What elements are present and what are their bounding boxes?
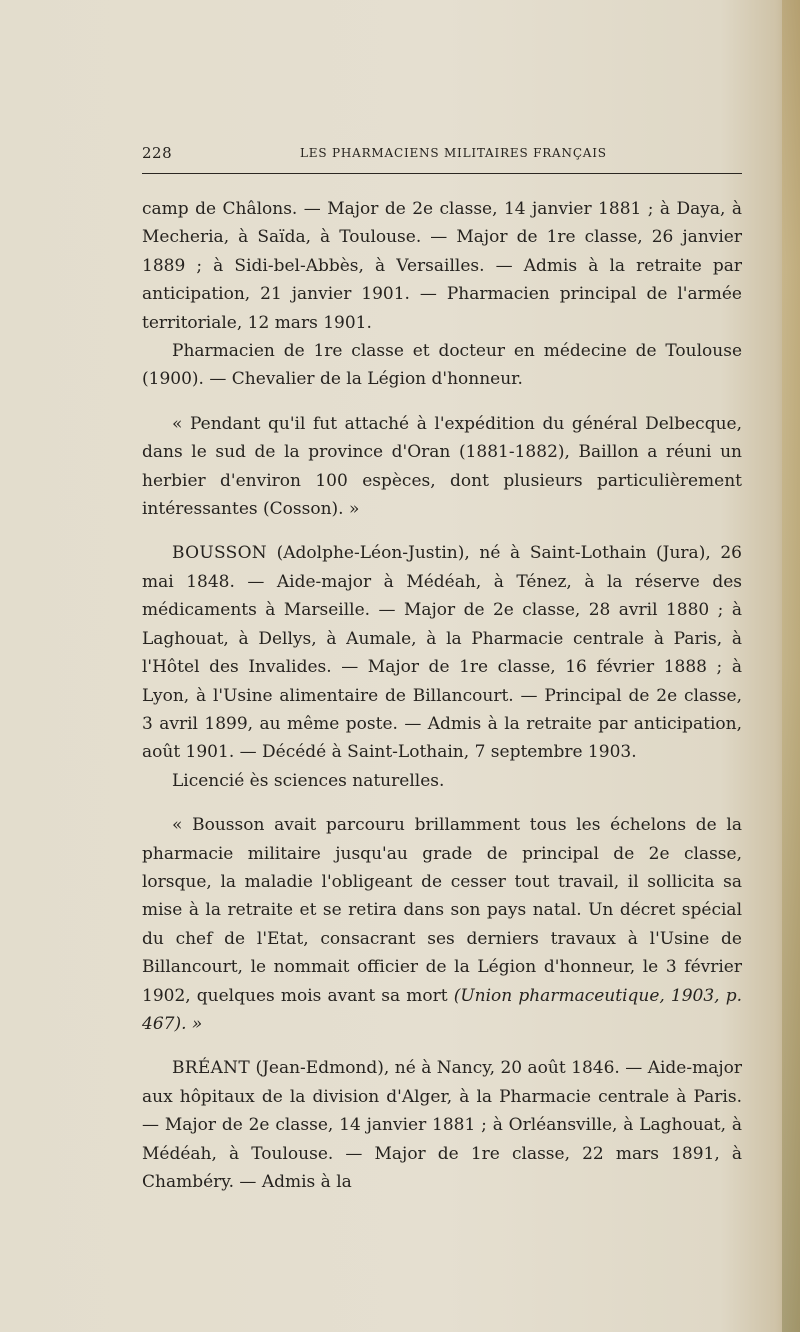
- entry-name-breant: BRÉANT: [172, 1058, 250, 1079]
- running-head: [142, 144, 742, 166]
- paragraph-gap: [142, 795, 742, 811]
- paragraph-baillon-degrees: Pharmacien de 1re classe et docteur en médecine de Toulouse (1900). — Chevalier de la Légion d'honneur.: [142, 341, 742, 390]
- page-edge-stain: [782, 0, 800, 1332]
- running-title: LES PHARMACIENS MILITAIRES FRANÇAIS: [300, 146, 607, 160]
- header-rule: [142, 173, 742, 174]
- quote-bousson-text: « Bousson avait parcouru brillamment tous les échelons de la pharmacie militaire jusqu'au grade de principal de 2e classe, lorsque, la maladie l'obligeant de cesser tout travail, il sollicita sa mise à la retraite et se retira dans son pays natal. Un décret spécial du chef de l'Etat, consacrant ses derniers travaux à l'Usine de Billancourt, le nommait officier de la Légion d'honneur, le 3 février 1902, quelques mois avant sa mort: [142, 815, 742, 1006]
- quote-bousson: [142, 811, 742, 1038]
- entry-breant: [142, 1054, 742, 1196]
- paragraph-gap: [142, 1038, 742, 1054]
- paragraph-baillon-career: camp de Châlons. — Major de 2e classe, 14 janvier 1881 ; à Daya, à Mecheria, à Saïda, à Toulouse. — Major de 1re classe, 26 janvier 1889 ; à Sidi-bel-Abbès, à Versailles. — Admis à la retraite par anticipation, 21 janvier 1901. — Pharmacien principal de l'armée territoriale, 12 mars 1901.: [142, 199, 742, 333]
- entry-bousson: [142, 539, 742, 766]
- paragraph-gap: [142, 523, 742, 539]
- paragraph-bousson-degree: Licencié ès sciences naturelles.: [172, 770, 445, 791]
- paragraph-gap: [142, 394, 742, 410]
- page-number: 228: [142, 144, 173, 162]
- quote-bousson-citation: (Union pharmaceutique, 1903, p. 467). »: [142, 985, 742, 1034]
- entry-name-bousson: BOUSSON: [172, 543, 267, 564]
- entry-text-breant: (Jean-Edmond), né à Nancy, 20 août 1846. — Aide-major aux hôpitaux de la division d'Alger, à la Pharmacie centrale à Paris. — Major de 2e classe, 14 janvier 1881 ; à Orléansville, à Laghouat, à Médéah, à Toulouse. — Major de 1re classe, 22 mars 1891, à Chambéry. — Admis à la: [142, 1058, 742, 1192]
- page-body: [142, 195, 742, 1196]
- entry-text-bousson: (Adolphe-Léon-Justin), né à Saint-Lothain (Jura), 26 mai 1848. — Aide-major à Médéah, à Ténez, à la réserve des médicaments à Marseille. — Major de 2e classe, 28 avril 1880 ; à Laghouat, à Dellys, à Aumale, à la Pharmacie centrale à Paris, à l'Hôtel des Invalides. — Major de 1re classe, 16 février 1888 ; à Lyon, à l'Usine alimentaire de Billancourt. — Principal de 2e classe, 3 avril 1899, au même poste. — Admis à la retraite par anticipation, août 1901. — Décédé à Saint-Lothain, 7 septembre 1903.: [142, 543, 743, 763]
- quote-baillon: « Pendant qu'il fut attaché à l'expédition du général Delbecque, dans le sud de la province d'Oran (1881-1882), Baillon a réuni un herbier d'environ 100 espèces, dont plusieurs particulièrement intéressantes (Cosson). »: [142, 413, 742, 520]
